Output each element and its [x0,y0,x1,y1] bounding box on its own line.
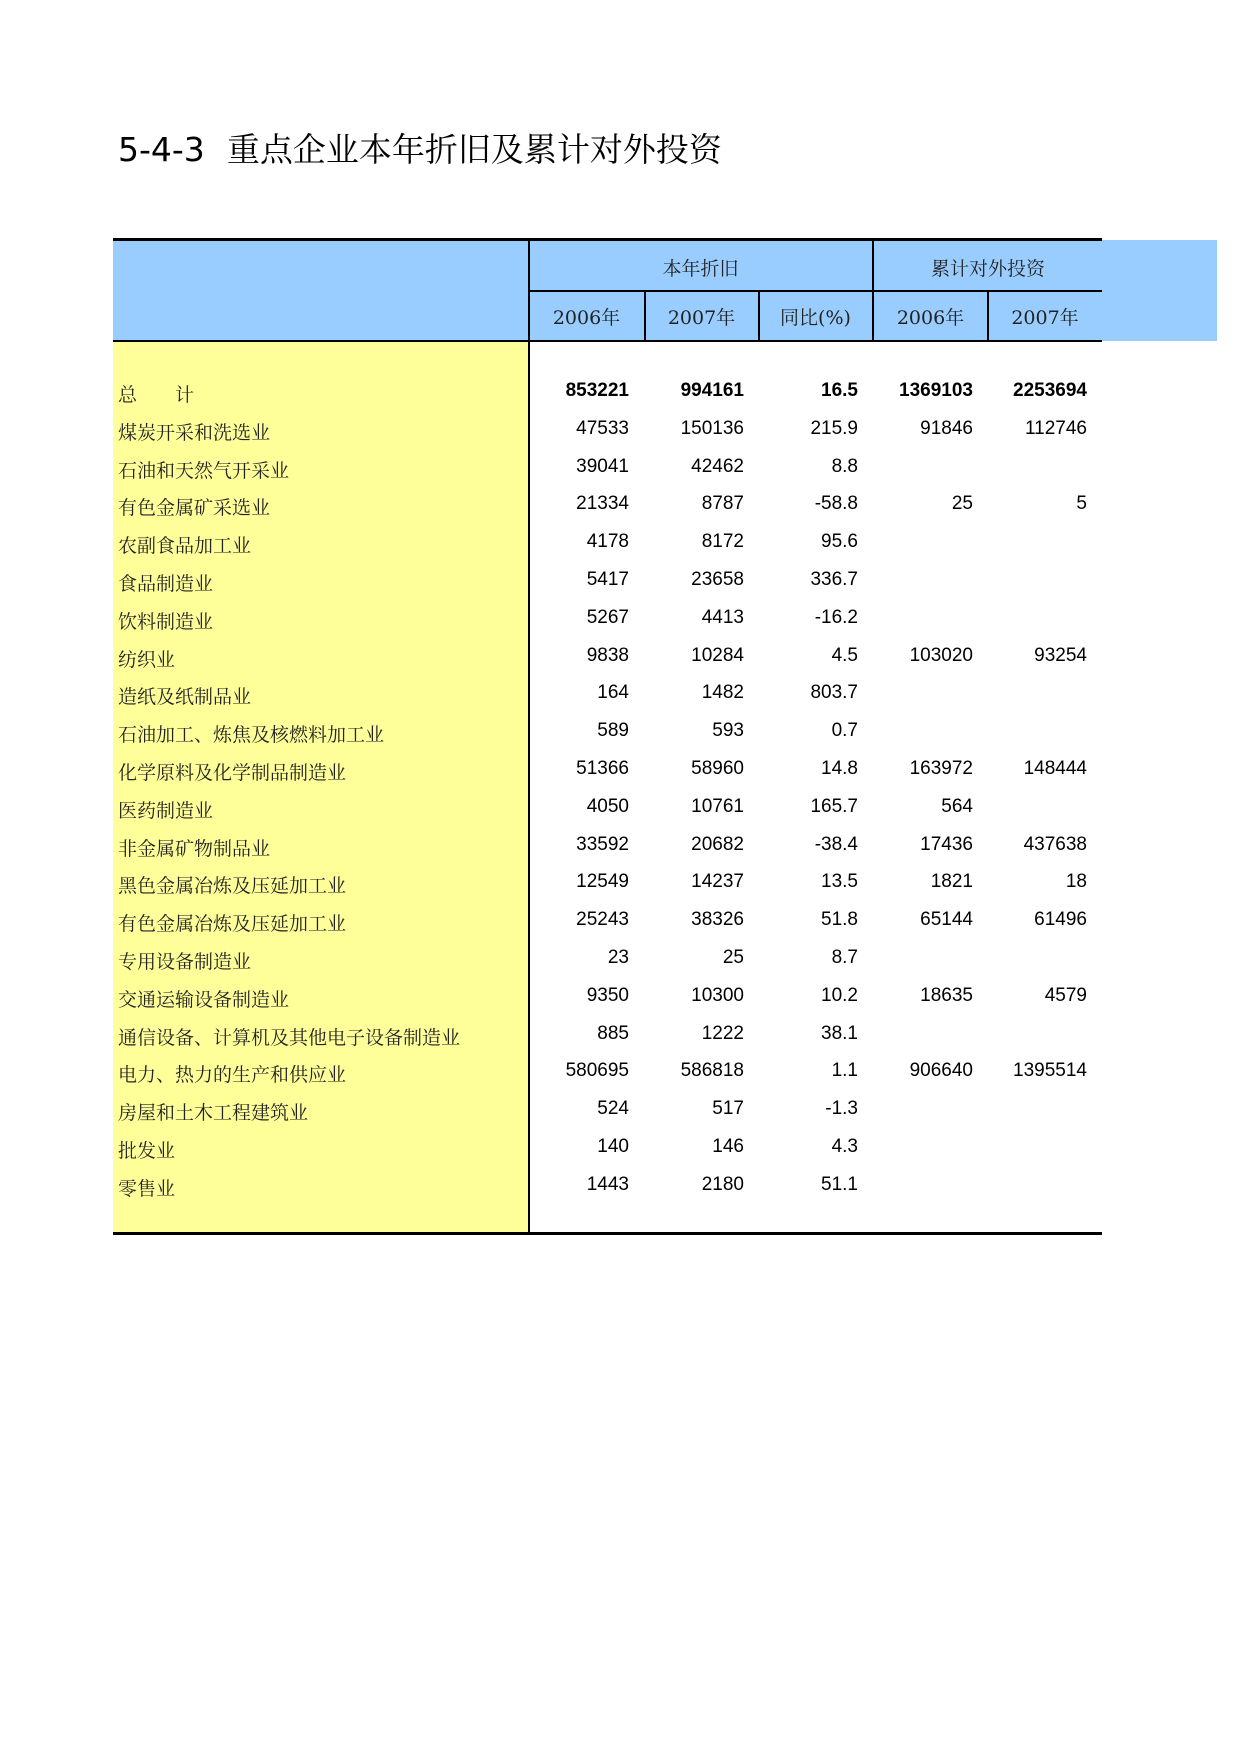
table-row [113,448,1102,486]
table-row [113,674,1102,712]
cell-value: 10284 [691,644,744,666]
cell-value: 8.7 [831,947,858,968]
cell-value: 20682 [691,833,744,855]
cell-value: 589 [597,720,629,742]
cell-value: 8787 [701,493,744,515]
table-title: 重点企业本年折旧及累计对外投资 [226,130,722,169]
cell-value: 163972 [909,758,973,779]
table-row [113,826,1102,864]
row-label: 医药制造业 [118,799,214,822]
cell-value: 4.5 [831,644,858,666]
cell-value: 564 [941,795,973,817]
cell-value: 906640 [909,1060,973,1082]
row-label: 交通运输设备制造业 [118,988,290,1011]
cell-value: 2180 [701,1173,744,1195]
cell-value: 524 [597,1098,629,1120]
cell-value: 140 [597,1136,629,1157]
col-header: 2006年 [896,307,965,329]
cell-value: 8.8 [831,455,858,477]
table-row [113,599,1102,637]
row-label: 批发业 [118,1140,176,1162]
cell-value: 23 [607,947,629,968]
table-row [113,1052,1102,1090]
top-rule [113,238,1102,241]
row-label: 有色金属矿采选业 [118,497,271,520]
cell-value: 586818 [680,1060,744,1082]
table-row [113,485,1102,523]
cell-value: 14.8 [821,758,858,779]
cell-value: 0.7 [831,720,858,742]
cell-value: 10300 [691,984,744,1006]
cell-value: 33592 [576,833,629,855]
cell-value: 12549 [576,871,629,893]
total-row [113,372,1102,410]
cell-value: 853221 [565,380,629,401]
cell-value: 51366 [576,758,629,779]
header-group-depreciation: 本年折旧 [662,258,739,280]
cell-value: 38.1 [821,1022,858,1044]
cell-value: 336.7 [810,569,858,590]
cell-value: 47533 [576,417,629,439]
row-label: 农副食品加工业 [118,535,252,558]
cell-value: 95.6 [821,531,858,553]
cell-value: 146 [712,1136,744,1157]
cell-value: 4050 [586,795,629,817]
cell-value: 1369103 [899,380,973,401]
cell-value: 39041 [576,455,629,477]
cell-value: 25243 [576,909,629,931]
table-row [113,901,1102,939]
cell-value: 13.5 [821,871,858,893]
row-label: 非金属矿物制品业 [118,837,271,860]
row-label: 房屋和土木工程建筑业 [118,1102,309,1125]
col-header: 同比(%) [780,307,851,329]
row-label: 化学原料及化学制品制造业 [118,762,347,784]
cell-value: 25 [951,493,973,515]
table-row [113,712,1102,750]
cell-value: 885 [597,1022,629,1044]
cell-value: 1821 [930,871,973,893]
cell-value: -1.3 [825,1098,858,1120]
table-row [113,750,1102,788]
cell-value: 5267 [586,606,629,628]
cell-value: 1443 [586,1173,629,1195]
col-header: 2007年 [667,307,736,329]
cell-value: 61496 [1034,909,1087,931]
table-row [113,939,1102,977]
table-row [113,523,1102,561]
cell-value: 10761 [691,795,744,817]
cell-value: 517 [712,1098,744,1120]
row-label: 总 计 [118,384,195,406]
cell-value: 4413 [701,606,744,628]
row-label: 饮料制造业 [118,610,214,633]
cell-value: 10.2 [821,984,858,1006]
cell-value: 51.1 [821,1173,858,1195]
cell-value: 25 [722,947,744,968]
cell-value: 994161 [680,380,744,401]
cell-value: 65144 [920,909,973,931]
cell-value: 42462 [691,455,744,477]
cell-value: 103020 [909,644,973,666]
cell-value: 18635 [920,984,973,1006]
cell-value: 18 [1065,871,1087,893]
cell-value: 165.7 [810,795,858,817]
cell-value: 1395514 [1013,1060,1087,1082]
cell-value: 150136 [680,417,744,439]
cell-value: 4178 [586,531,629,553]
cell-value: 2253694 [1013,380,1087,401]
cell-value: -58.8 [814,493,858,515]
cell-value: 4579 [1044,984,1087,1006]
cell-value: 23658 [691,569,744,590]
table-row [113,410,1102,448]
table-number: 5-4-3 [118,130,205,169]
bottom-rule [113,1232,1102,1235]
row-label: 食品制造业 [118,573,214,595]
cell-value: 803.7 [810,682,858,704]
cell-value: 14237 [691,871,744,893]
cell-value: -38.4 [814,833,858,855]
header-group-investment: 累计对外投资 [930,258,1045,280]
cell-value: 8172 [701,531,744,553]
row-label: 黑色金属冶炼及压延加工业 [118,875,347,898]
cell-value: 215.9 [810,417,858,439]
col-header: 2007年 [1011,307,1079,329]
table-row [113,637,1102,675]
cell-value: 21334 [576,493,629,515]
row-label: 纺织业 [118,648,176,671]
cell-value: 91846 [920,417,973,439]
table-row [113,1128,1102,1166]
cell-value: 593 [712,720,744,742]
cell-value: 9838 [586,644,629,666]
cell-value: 164 [597,682,629,704]
cell-value: 112746 [1025,417,1087,439]
row-label: 通信设备、计算机及其他电子设备制造业 [118,1026,461,1049]
cell-value: 1.1 [831,1060,858,1082]
cell-value: 9350 [586,984,629,1006]
cell-value: 437638 [1023,833,1087,855]
header-rule [113,340,1102,342]
table-row [113,863,1102,901]
cell-value: 16.5 [821,380,858,401]
cell-value: 5 [1076,493,1087,515]
row-label: 造纸及纸制品业 [118,686,252,709]
row-label: 零售业 [118,1177,176,1200]
table-row [113,561,1102,599]
row-label: 专用设备制造业 [118,951,252,973]
row-label: 石油加工、炼焦及核燃料加工业 [118,724,385,747]
cell-value: 51.8 [821,909,858,931]
table-row [113,1015,1102,1053]
col-header: 2006年 [552,307,621,329]
table-row [113,1166,1102,1204]
cell-value: 148444 [1023,758,1087,779]
cell-value: 58960 [691,758,744,779]
cell-value: 1222 [701,1022,744,1044]
row-label: 石油和天然气开采业 [118,459,290,482]
row-label: 电力、热力的生产和供应业 [118,1064,347,1087]
table-row [113,1090,1102,1128]
cell-value: 38326 [691,909,744,931]
subheader-rule [529,290,1102,292]
row-label: 煤炭开采和洗选业 [118,421,271,444]
cell-value: -16.2 [814,606,858,628]
cell-value: 1482 [701,682,744,704]
cell-value: 5417 [586,569,629,590]
table-row [113,788,1102,826]
row-label: 有色金属冶炼及压延加工业 [118,913,347,936]
cell-value: 4.3 [831,1136,858,1157]
cell-value: 17436 [920,833,973,855]
table-row [113,977,1102,1015]
page-title [118,124,722,171]
cell-value: 580695 [565,1060,629,1082]
cell-value: 93254 [1034,644,1087,666]
